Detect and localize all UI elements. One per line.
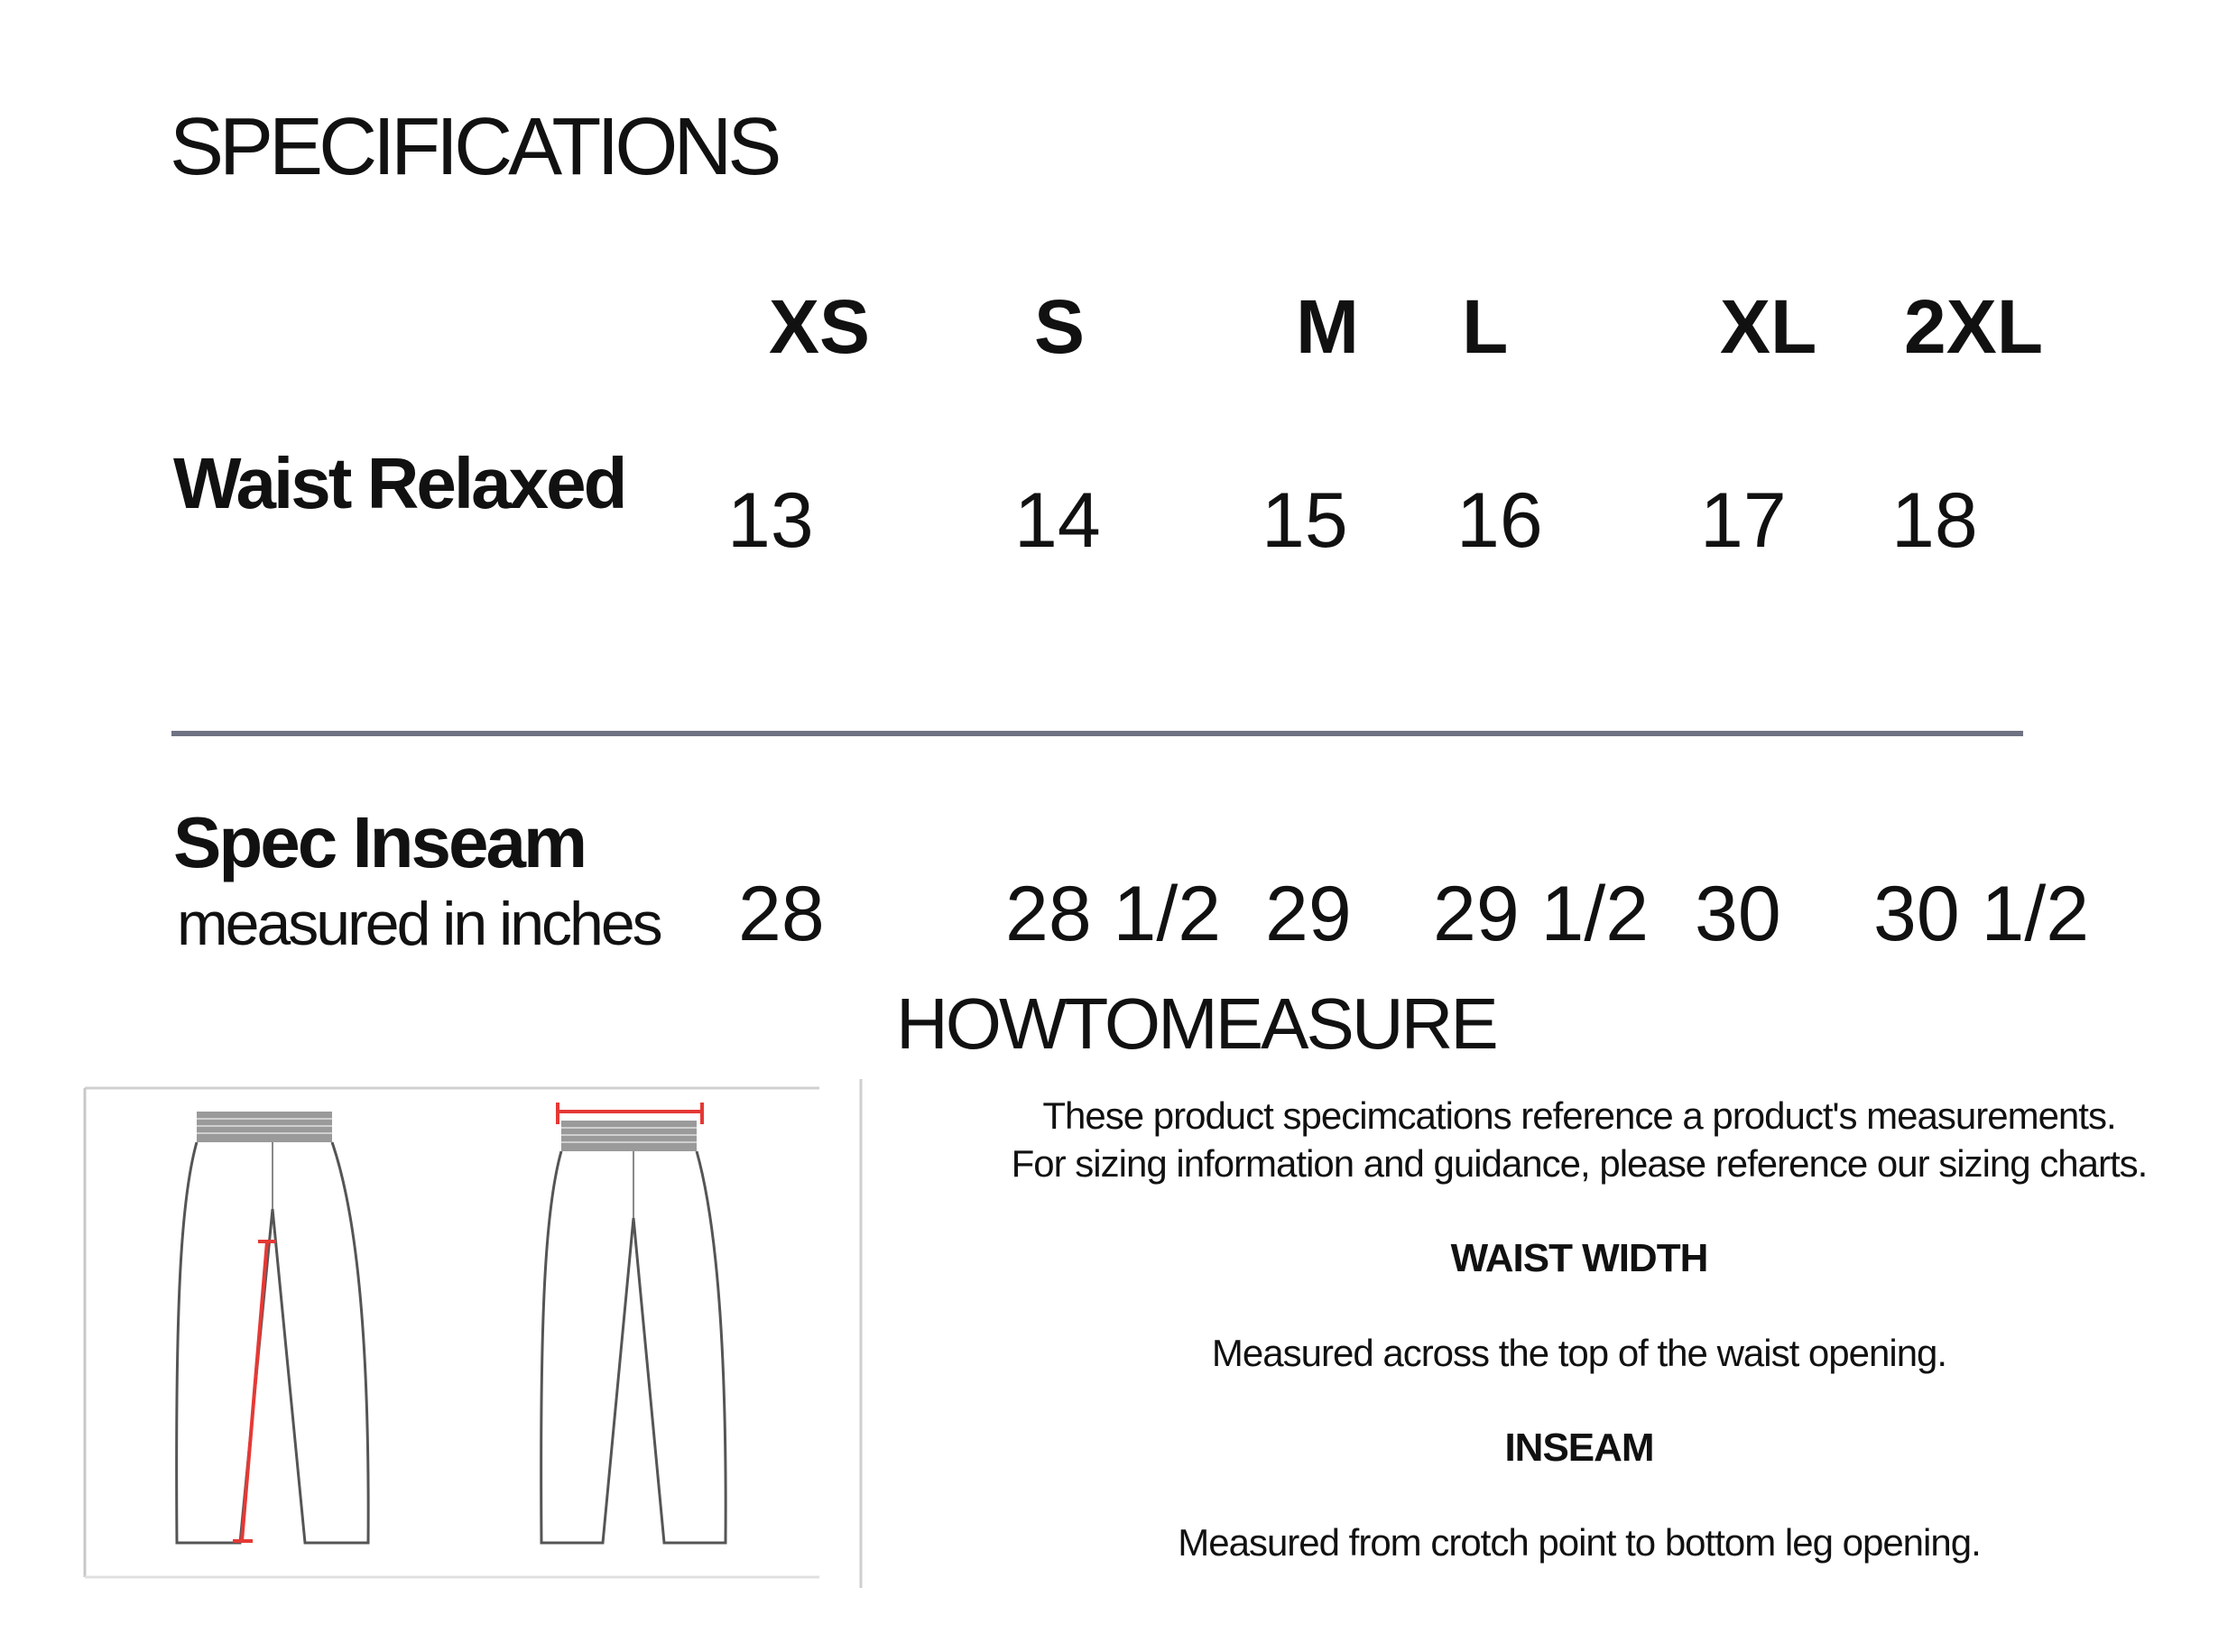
pants-diagrams (81, 1074, 875, 1597)
size-header-s: S (1034, 284, 1086, 369)
waist-value-m: 15 (1262, 477, 1348, 564)
inseam-text: Measured from crotch point to bottom leg opening. (1178, 1521, 1981, 1564)
waist-value-xl: 17 (1700, 477, 1787, 564)
page-title: SPECIFICATIONS (170, 102, 778, 192)
row-divider (171, 731, 2023, 736)
inseam-value-xs: 28 (738, 871, 825, 957)
size-header-xs: XS (769, 284, 871, 369)
pants-waist-diagram-icon (541, 1103, 726, 1543)
waist-value-l: 16 (1456, 477, 1543, 564)
inseam-value-xl: 30 (1695, 871, 1781, 957)
waist-row-label: Waist Relaxed (173, 443, 625, 523)
size-header-xl: XL (1720, 284, 1817, 369)
size-header-2xl: 2XL (1904, 284, 2044, 369)
size-header-l: L (1462, 284, 1509, 369)
waist-value-xs: 13 (727, 477, 814, 564)
pants-inseam-diagram-icon (177, 1112, 369, 1543)
inseam-value-m: 29 (1265, 871, 1352, 957)
inseam-row-sublabel: measured in inches (177, 890, 661, 958)
size-header-m: M (1296, 284, 1359, 369)
inseam-value-l: 29 1/2 (1433, 871, 1650, 957)
waist-width-text: Measured across the top of the waist opening. (1211, 1332, 1947, 1374)
intro-line-2: For sizing information and guidance, please reference our sizing charts. (1011, 1142, 2148, 1185)
inseam-row-label: Spec Inseam (173, 802, 586, 882)
waist-value-2xl: 18 (1891, 477, 1978, 564)
inseam-value-s: 28 1/2 (1005, 871, 1222, 957)
intro-line-1: These product specimcations reference a product's measurements. (1042, 1094, 2116, 1137)
how-to-measure-heading: HOWTOMEASURE (896, 983, 1496, 1064)
waist-width-heading: WAIST WIDTH (1450, 1236, 1708, 1280)
inseam-heading: INSEAM (1504, 1426, 1654, 1470)
inseam-value-2xl: 30 1/2 (1873, 871, 2090, 957)
how-to-measure-description (957, 1092, 2202, 1566)
waist-value-s: 14 (1014, 477, 1101, 564)
